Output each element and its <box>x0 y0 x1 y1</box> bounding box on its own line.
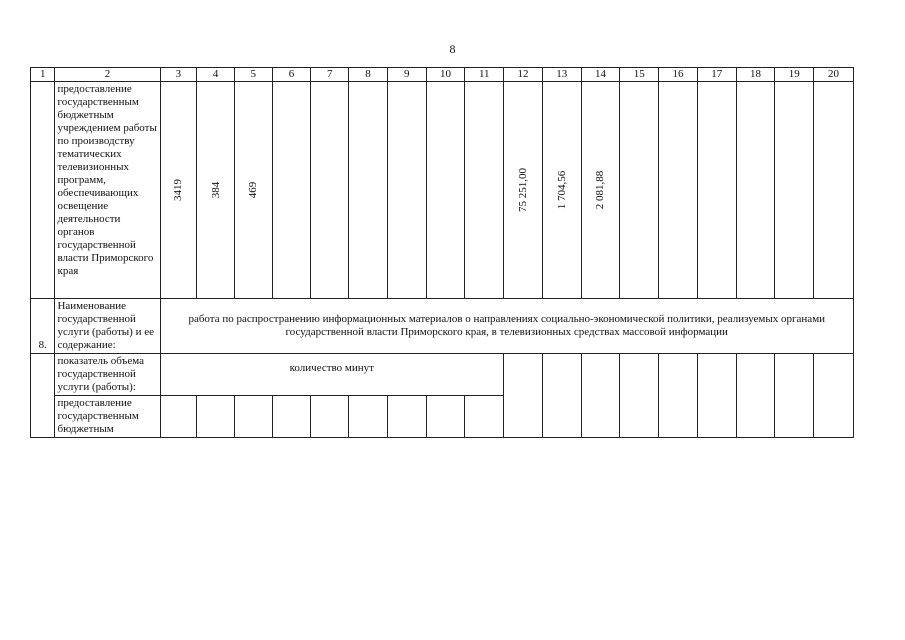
column-header: 2 <box>55 68 160 82</box>
value-col-5: 469 <box>247 181 260 199</box>
indicator-label: показатель объема государственной услуги (работы): <box>55 354 160 396</box>
column-header: 4 <box>197 68 235 82</box>
column-header: 20 <box>814 68 854 82</box>
column-header: 16 <box>659 68 698 82</box>
column-header: 8 <box>349 68 388 82</box>
service-description: предоставление государственным бюджетным учреждением работы по производству тематических телевизионных программ, обеспечивающих освещение деятельности органов государственной власти Приморского края <box>55 82 160 299</box>
page-number: 8 <box>449 42 456 56</box>
column-header: 13 <box>542 68 581 82</box>
column-header: 18 <box>736 68 775 82</box>
service-name-label: Наименование государственной услуги (работы) и ее содержание: <box>55 299 160 354</box>
value-col-14: 2 081,88 <box>594 170 607 210</box>
column-header: 5 <box>234 68 272 82</box>
column-header: 17 <box>697 68 736 82</box>
indicator-unit: количество минут <box>160 354 504 396</box>
value-col-13: 1 704,56 <box>555 170 568 210</box>
column-header: 1 <box>31 68 55 82</box>
value-col-12: 75 251,00 <box>516 168 529 212</box>
provision-label: предоставление государственным бюджетным <box>55 396 160 438</box>
column-header: 19 <box>775 68 814 82</box>
column-header: 15 <box>620 68 659 82</box>
service-name-row <box>31 299 854 354</box>
column-header: 3 <box>160 68 197 82</box>
column-header: 10 <box>426 68 465 82</box>
column-header: 6 <box>272 68 311 82</box>
service-name-content: работа по распространению информационных материалов о направлениях социально-экономической политики, реализуемых органами государственной власти Приморского края, в телевизионных средствах массовой информации <box>160 299 854 354</box>
indicator-row <box>31 354 854 396</box>
column-header: 9 <box>387 68 426 82</box>
column-header: 7 <box>311 68 349 82</box>
value-col-4: 384 <box>209 181 222 199</box>
column-header: 11 <box>465 68 504 82</box>
service-row <box>31 82 854 299</box>
row-number: 8. <box>31 299 55 354</box>
value-col-3: 3419 <box>172 179 185 201</box>
column-header: 14 <box>581 68 620 82</box>
column-header: 12 <box>504 68 543 82</box>
budget-table <box>30 67 854 438</box>
header-row <box>31 68 854 82</box>
